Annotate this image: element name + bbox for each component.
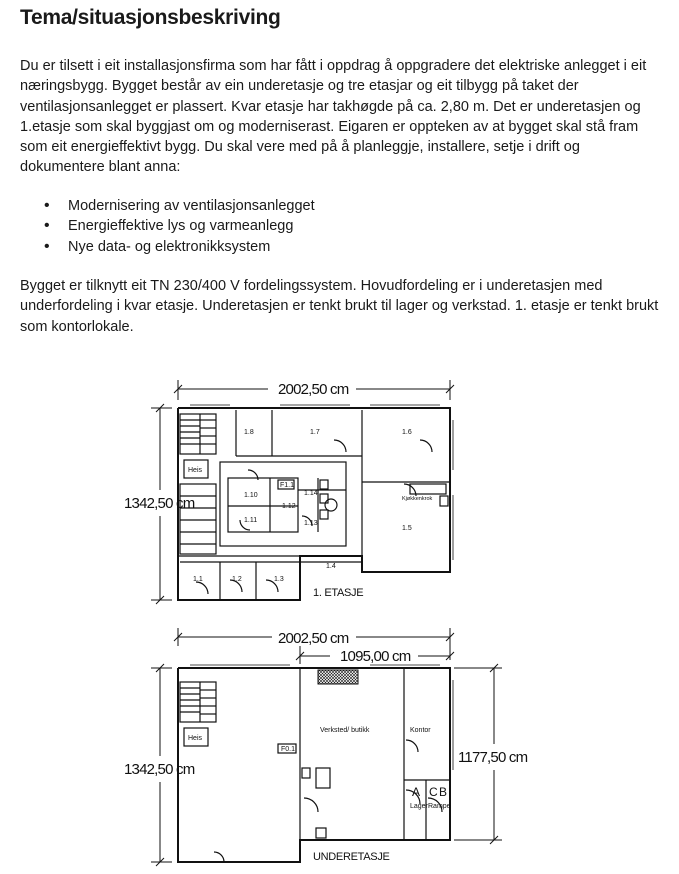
list-item: • Nye data- og elektronikksystem xyxy=(20,237,315,257)
height-dimension-label: 1342,50 cm xyxy=(124,495,195,512)
ramp-letter-c: C xyxy=(429,785,438,799)
partitions-u xyxy=(180,668,450,862)
system-paragraph: Bygget er tilknytt eit TN 230/400 V fordelingssystem. Hovudfordeling er i underetasjen med underfordeling i kvar etasje. Underetasjen er tenkt brukt til lager og verkstad. 1. etasje er tenkt brukt som kontorlokale. xyxy=(20,278,659,335)
floor-label-1: 1. ETASJE xyxy=(313,587,364,599)
room-label-1-3: 1.3 xyxy=(274,576,284,583)
width-dimension-label: 2002,50 cm xyxy=(278,630,349,647)
room-label-1-2: 1.2 xyxy=(232,576,242,583)
room-label-1-10: 1.10 xyxy=(244,492,258,499)
floor-label-basement: UNDERETASJE xyxy=(313,851,390,863)
list-item: • Modernisering av ventilasjonsanlegget xyxy=(20,196,315,216)
list-item: • Energieffektive lys og varmeanlegg xyxy=(20,216,315,236)
ramp-letter-b: B xyxy=(439,785,448,799)
room-label-ramp: Rampe xyxy=(428,803,451,810)
floor-plan-1st-floor xyxy=(151,380,454,604)
room-label-1-6: 1.6 xyxy=(402,429,412,436)
room-label-1-14: 1.14 xyxy=(304,490,318,497)
panel-label-f1-1: F1.1 xyxy=(280,482,295,489)
room-label-1-8: 1.8 xyxy=(244,429,254,436)
width-dimension-label: 2002,50 cm xyxy=(278,381,349,398)
page-title: Tema/situasjonsbeskriving xyxy=(20,6,281,29)
room-label-1-5: 1.5 xyxy=(402,525,412,532)
room-label-1-13: 1.13 xyxy=(304,520,318,527)
panel-label-f0-1: F0.1 xyxy=(281,746,296,753)
storage-letter: A xyxy=(412,785,421,799)
right-dimension-label: 1177,50 cm xyxy=(458,749,528,766)
room-label-workshop: Verksted/ butikk xyxy=(320,727,370,734)
room-label-1-12: 1.12 xyxy=(282,503,296,510)
room-label-1-1: 1.1 xyxy=(193,576,203,583)
room-label-storage: Lager xyxy=(410,803,428,810)
intro-paragraph: Du er tilsett i eit installasjonsfirma som har fått i oppdrag å oppgradere det elektriske anlegget i eit næringsbygg. Bygget består av ein underetasje og tre etasjar og eit tilbygg på taket der ventilasjonsanlegget er plassert. Kvar etasje har takhøgde på ca. 2,80 m. Det er underetasjen og 1.etasje som skal byggjast om og moderniserast. Eigaren er oppteken av at bygget skal stå fram som eit energieffektivt bygg. Du skal vere med på å planleggje, installere, setje i drift og dokumentere blant anna: xyxy=(20,58,647,176)
room-label-1-11: 1.11 xyxy=(244,517,258,524)
room-label-1-4: 1.4 xyxy=(326,563,336,570)
kitchen-label: Kjøkkenkrok xyxy=(402,496,433,502)
partial-dimension-label: 1095,00 cm xyxy=(340,648,411,665)
outer-walls-u xyxy=(178,668,450,862)
room-label-office: Kontor xyxy=(410,727,431,734)
lift-label: Heis xyxy=(188,467,203,474)
height-dimension-label: 1342,50 cm xyxy=(124,761,195,778)
room-label-1-7: 1.7 xyxy=(310,429,320,436)
outer-walls-1 xyxy=(178,408,450,600)
floor-plan-basement xyxy=(151,628,502,866)
lift-label: Heis xyxy=(188,735,203,742)
